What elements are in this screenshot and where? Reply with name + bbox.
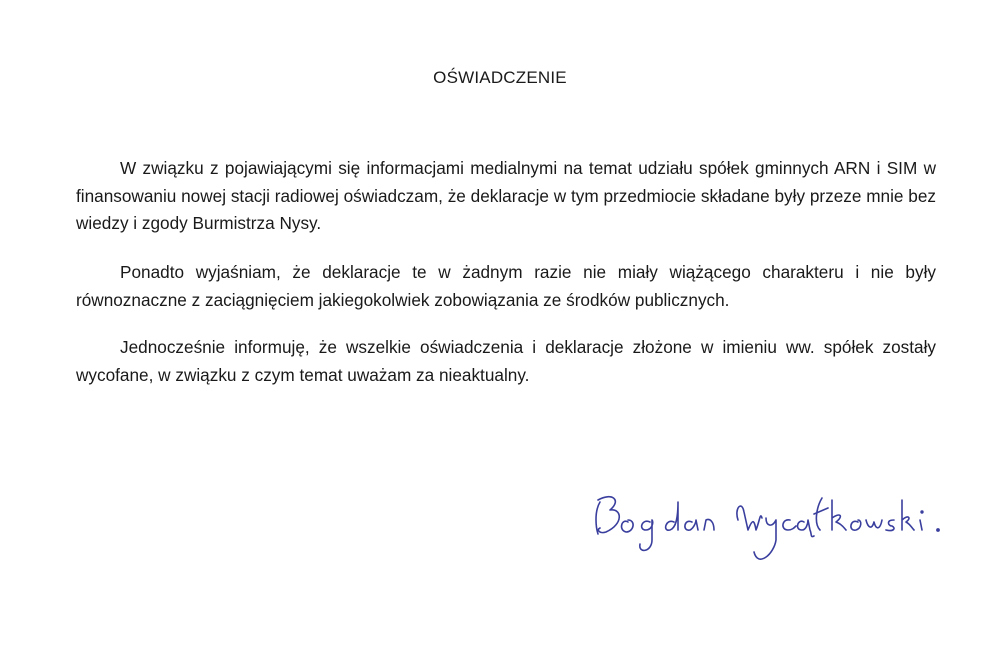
handwritten-signature bbox=[588, 478, 978, 588]
paragraph-2-text: Ponadto wyjaśniam, że deklaracje te w żadnym razie nie miały wiążącego charakteru i nie były równoznaczne z zaciągnięciem jakiegokolwiek zobowiązania ze środków publicznych. bbox=[76, 262, 936, 310]
signature-drawing bbox=[588, 478, 978, 588]
paragraph-3 bbox=[76, 334, 936, 389]
paragraph-2 bbox=[76, 259, 936, 314]
paragraph-1-text: W związku z pojawiającymi się informacjami medialnymi na temat udziału spółek gminnych ARN i SIM w finansowaniu nowej stacji radiowej oświadczam, że deklaracje w tym przedmiocie składane były przeze mnie bez wiedzy i zgody Burmistrza Nysy. bbox=[76, 158, 936, 233]
document-title: OŚWIADCZENIE bbox=[433, 68, 567, 87]
paragraph-1 bbox=[76, 155, 936, 238]
paragraph-3-text: Jednocześnie informuję, że wszelkie oświadczenia i deklaracje złożone w imieniu ww. spółek zostały wycofane, w związku z czym temat uważam za nieaktualny. bbox=[76, 337, 936, 385]
